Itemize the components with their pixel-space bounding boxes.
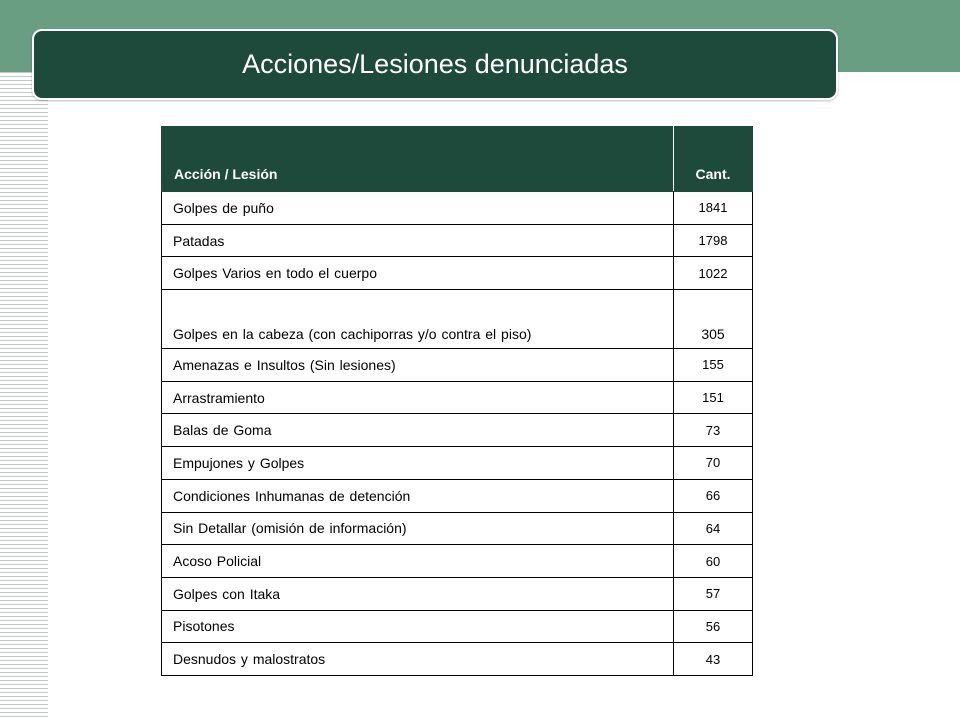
- column-header-cant: Cant.: [674, 127, 753, 192]
- row-label: Pisotones: [162, 610, 674, 643]
- row-count: 60: [674, 545, 753, 578]
- table-row: [162, 290, 753, 349]
- actions-injuries-table: [161, 126, 753, 676]
- row-count: 43: [674, 643, 753, 676]
- row-count: 56: [674, 610, 753, 643]
- row-label: Desnudos y malostratos: [162, 643, 674, 676]
- row-label: Acoso Policial: [162, 545, 674, 578]
- row-count: 73: [674, 414, 753, 447]
- row-label: Condiciones Inhumanas de detención: [162, 479, 674, 512]
- row-count: 1022: [674, 257, 753, 290]
- slide-title: Acciones/Lesiones denunciadas: [242, 49, 628, 79]
- title-bar: [32, 29, 838, 100]
- row-count: 64: [674, 512, 753, 545]
- row-count: 1798: [674, 224, 753, 257]
- table-row: [162, 257, 753, 290]
- row-count: 305: [674, 290, 753, 349]
- table-row: [162, 192, 753, 225]
- table-header-row: [162, 127, 753, 192]
- table-row: [162, 512, 753, 545]
- table-row: [162, 224, 753, 257]
- row-count: 155: [674, 349, 753, 382]
- table-row: [162, 545, 753, 578]
- table-row: [162, 577, 753, 610]
- row-label: Patadas: [162, 224, 674, 257]
- row-count: 66: [674, 479, 753, 512]
- row-label: Golpes con Itaka: [162, 577, 674, 610]
- row-label: Golpes Varios en todo el cuerpo: [162, 257, 674, 290]
- row-count: 151: [674, 381, 753, 414]
- table-row: [162, 479, 753, 512]
- row-count: 1841: [674, 192, 753, 225]
- row-label: Balas de Goma: [162, 414, 674, 447]
- table-row: [162, 414, 753, 447]
- row-label: Amenazas e Insultos (Sin lesiones): [162, 349, 674, 382]
- row-count: 70: [674, 447, 753, 480]
- column-header-accion: Acción / Lesión: [162, 127, 674, 192]
- left-striped-margin: [0, 72, 48, 720]
- table-row: [162, 349, 753, 382]
- table-row: [162, 381, 753, 414]
- row-count: 57: [674, 577, 753, 610]
- row-label: Sin Detallar (omisión de información): [162, 512, 674, 545]
- table-row: [162, 610, 753, 643]
- row-label: Golpes en la cabeza (con cachiporras y/o contra el piso): [162, 290, 674, 349]
- table-row: [162, 643, 753, 676]
- row-label: Golpes de puño: [162, 192, 674, 225]
- row-label: Empujones y Golpes: [162, 447, 674, 480]
- table-row: [162, 447, 753, 480]
- row-label: Arrastramiento: [162, 381, 674, 414]
